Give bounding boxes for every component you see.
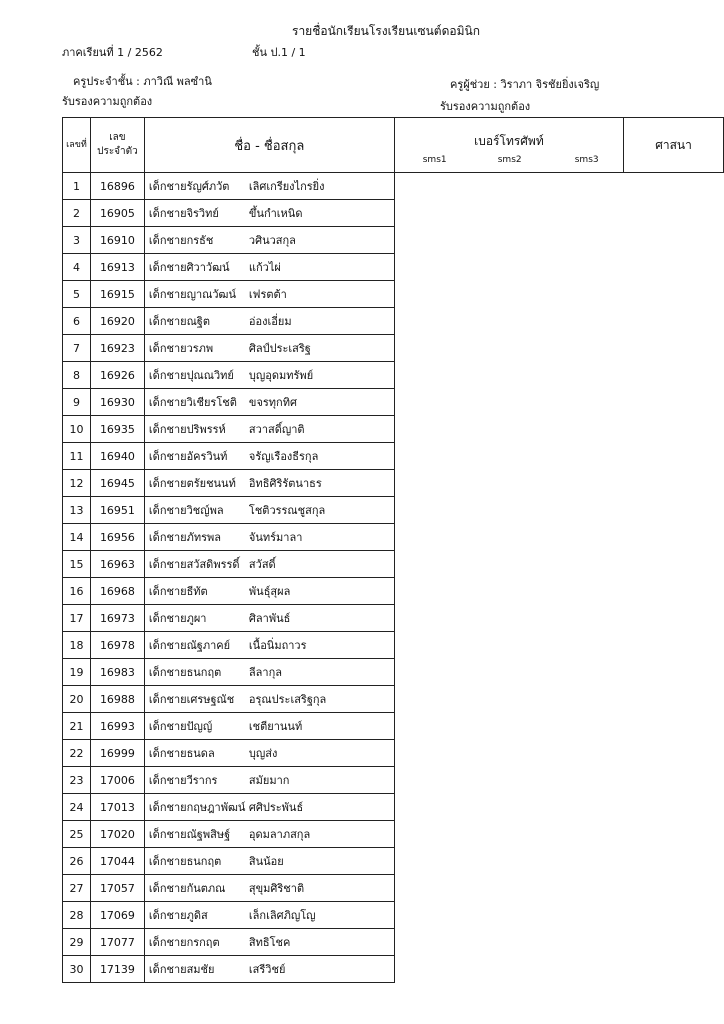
row-name-cell <box>144 443 394 470</box>
row-religion-empty <box>624 524 724 551</box>
row-last-name: บุญอุดมทรัพย์ <box>248 369 314 382</box>
row-number: 5 <box>63 281 91 308</box>
table-row <box>63 362 724 389</box>
header-id-line2: ประจำตัว <box>97 146 138 157</box>
row-name-cell <box>144 524 394 551</box>
row-student-id: 16978 <box>90 632 144 659</box>
row-name-cell <box>144 632 394 659</box>
row-first-name: เด็กชายธนดล <box>148 747 215 760</box>
row-last-name: ศิลาพันธ์ <box>248 612 291 625</box>
row-student-id: 16963 <box>90 551 144 578</box>
row-religion-empty <box>624 740 724 767</box>
row-student-id: 17020 <box>90 821 144 848</box>
row-student-id: 16920 <box>90 308 144 335</box>
row-first-name: เด็กชายภูผา <box>148 612 207 625</box>
row-first-name: เด็กชายปริพรรห์ <box>148 423 226 436</box>
row-religion-empty <box>624 362 724 389</box>
row-religion-empty <box>624 254 724 281</box>
row-student-id: 17044 <box>90 848 144 875</box>
row-religion-empty <box>624 335 724 362</box>
table-row <box>63 956 724 983</box>
table-row <box>63 254 724 281</box>
row-number: 13 <box>63 497 91 524</box>
row-name-cell <box>144 416 394 443</box>
row-phone-empty <box>394 821 623 848</box>
table-row <box>63 335 724 362</box>
table-row <box>63 470 724 497</box>
row-phone-empty <box>394 875 623 902</box>
row-student-id: 16940 <box>90 443 144 470</box>
row-number: 11 <box>63 443 91 470</box>
row-first-name: เด็กชายสมชัย <box>148 963 215 976</box>
row-phone-empty <box>394 659 623 686</box>
table-row <box>63 659 724 686</box>
row-phone-empty <box>394 200 623 227</box>
row-student-id: 16968 <box>90 578 144 605</box>
row-first-name: เด็กชายกรธัช <box>148 234 214 247</box>
row-number: 21 <box>63 713 91 740</box>
row-number: 30 <box>63 956 91 983</box>
row-name-cell <box>144 929 394 956</box>
row-student-id: 16993 <box>90 713 144 740</box>
row-last-name: อ่องเอี่ยม <box>248 315 292 328</box>
row-first-name: เด็กชายปุณณวิทย์ <box>148 369 234 382</box>
header-phone-label: เบอร์โทรศัพท์ <box>474 134 544 148</box>
row-student-id: 16951 <box>90 497 144 524</box>
row-phone-empty <box>394 956 623 983</box>
page-title: รายชื่อนักเรียนโรงเรียนเซนต์ดอมินิก <box>292 24 480 38</box>
row-number: 10 <box>63 416 91 443</box>
row-religion-empty <box>624 848 724 875</box>
row-phone-empty <box>394 713 623 740</box>
row-number: 7 <box>63 335 91 362</box>
row-name-cell <box>144 686 394 713</box>
row-religion-empty <box>624 578 724 605</box>
row-last-name: เชตียานนท์ <box>248 720 303 733</box>
table-row <box>63 875 724 902</box>
row-religion-empty <box>624 470 724 497</box>
row-student-id: 16983 <box>90 659 144 686</box>
row-religion-empty <box>624 551 724 578</box>
row-number: 26 <box>63 848 91 875</box>
row-number: 1 <box>63 173 91 200</box>
row-religion-empty <box>624 497 724 524</box>
row-first-name: เด็กชายสวัสดิพรรดิ์ <box>148 558 240 571</box>
header-phone <box>394 118 623 173</box>
row-phone-empty <box>394 740 623 767</box>
row-phone-empty <box>394 281 623 308</box>
row-phone-empty <box>394 605 623 632</box>
row-phone-empty <box>394 524 623 551</box>
row-phone-empty <box>394 416 623 443</box>
row-student-id: 16999 <box>90 740 144 767</box>
table-row <box>63 713 724 740</box>
row-name-cell <box>144 767 394 794</box>
row-religion-empty <box>624 875 724 902</box>
table-row <box>63 848 724 875</box>
row-name-cell <box>144 362 394 389</box>
row-religion-empty <box>624 767 724 794</box>
table-row <box>63 794 724 821</box>
row-student-id: 17139 <box>90 956 144 983</box>
row-first-name: เด็กชายวิเชียรโชติ <box>148 396 237 409</box>
row-name-cell <box>144 389 394 416</box>
row-number: 28 <box>63 902 91 929</box>
row-first-name: เด็กชายณัฐภาคย์ <box>148 639 231 652</box>
row-last-name: จรัญเรืองธีรกุล <box>248 450 319 463</box>
row-name-cell <box>144 578 394 605</box>
row-first-name: เด็กชายภัทรพล <box>148 531 221 544</box>
row-religion-empty <box>624 173 724 200</box>
assistant-teacher: ครูผู้ช่วย : วิราภา จิรชัยยิ่งเจริญ <box>450 78 600 91</box>
row-number: 23 <box>63 767 91 794</box>
row-last-name: เฟรตต้า <box>248 288 287 301</box>
table-row <box>63 686 724 713</box>
row-number: 15 <box>63 551 91 578</box>
row-number: 18 <box>63 632 91 659</box>
row-student-id: 16930 <box>90 389 144 416</box>
row-name-cell <box>144 956 394 983</box>
row-first-name: เด็กชายธีทัต <box>148 585 208 598</box>
row-last-name: เสรีวิชย์ <box>248 963 286 976</box>
header-sms1: sms1 <box>422 155 447 165</box>
row-name-cell <box>144 848 394 875</box>
row-phone-empty <box>394 686 623 713</box>
row-first-name: เด็กชายญาณวัฒน์ <box>148 288 236 301</box>
homeroom-teacher: ครูประจำชั้น : ภาวิณี พลซำนิ <box>73 75 212 88</box>
row-phone-empty <box>394 794 623 821</box>
row-first-name: เด็กชายวรภพ <box>148 342 214 355</box>
row-number: 22 <box>63 740 91 767</box>
row-religion-empty <box>624 605 724 632</box>
row-student-id: 16910 <box>90 227 144 254</box>
row-first-name: เด็กชายภูดิส <box>148 909 208 922</box>
student-table <box>62 117 724 983</box>
row-religion-empty <box>624 200 724 227</box>
table-row <box>63 902 724 929</box>
row-religion-empty <box>624 902 724 929</box>
row-name-cell <box>144 875 394 902</box>
row-last-name: ลีลากุล <box>248 666 282 679</box>
row-last-name: พันธุ์สุผล <box>248 585 291 598</box>
row-name-cell <box>144 200 394 227</box>
row-last-name: ขึ้นกำเหนิด <box>248 207 303 220</box>
row-student-id: 16956 <box>90 524 144 551</box>
row-phone-empty <box>394 389 623 416</box>
row-phone-empty <box>394 578 623 605</box>
row-student-id: 16935 <box>90 416 144 443</box>
table-row <box>63 632 724 659</box>
row-student-id: 16905 <box>90 200 144 227</box>
table-row <box>63 524 724 551</box>
row-last-name: สวาสดิ์ญาติ <box>248 423 305 436</box>
table-row <box>63 227 724 254</box>
row-last-name: สินน้อย <box>248 855 284 868</box>
row-religion-empty <box>624 794 724 821</box>
row-name-cell <box>144 335 394 362</box>
row-religion-empty <box>624 308 724 335</box>
row-religion-empty <box>624 821 724 848</box>
row-phone-empty <box>394 551 623 578</box>
row-phone-empty <box>394 632 623 659</box>
row-last-name: โชติวรรณชูสกุล <box>248 504 326 517</box>
row-last-name: เนื้อนิ่มถาวร <box>248 639 307 652</box>
row-religion-empty <box>624 659 724 686</box>
header-fullname: ชื่อ - ชื่อสกุล <box>144 118 394 173</box>
row-first-name: เด็กชายกฤษฎาพัฒน์ <box>148 801 246 814</box>
row-number: 12 <box>63 470 91 497</box>
row-last-name: อุดมลาภสกุล <box>248 828 311 841</box>
row-student-id: 17057 <box>90 875 144 902</box>
row-student-id: 16988 <box>90 686 144 713</box>
row-religion-empty <box>624 632 724 659</box>
row-last-name: สวัสดิ์ <box>248 558 276 571</box>
row-number: 19 <box>63 659 91 686</box>
row-number: 17 <box>63 605 91 632</box>
row-student-id: 16896 <box>90 173 144 200</box>
row-name-cell <box>144 659 394 686</box>
certify-right: รับรองความถูกต้อง <box>440 100 531 113</box>
table-row <box>63 740 724 767</box>
table-row <box>63 821 724 848</box>
row-last-name: เลิศเกรียงไกรยิ่ง <box>248 180 325 193</box>
table-row <box>63 443 724 470</box>
row-first-name: เด็กชายธนกฤต <box>148 666 222 679</box>
row-name-cell <box>144 902 394 929</box>
row-student-id: 17077 <box>90 929 144 956</box>
row-name-cell <box>144 551 394 578</box>
row-name-cell <box>144 605 394 632</box>
row-last-name: สมัยมาก <box>248 774 290 787</box>
row-name-cell <box>144 227 394 254</box>
row-last-name: เล็กเลิศภิญโญ <box>248 909 316 922</box>
row-last-name: สิทธิโชค <box>248 936 291 949</box>
row-name-cell <box>144 470 394 497</box>
row-first-name: เด็กชายรัญศ์ภวัต <box>148 180 230 193</box>
table-row <box>63 308 724 335</box>
row-student-id: 17006 <box>90 767 144 794</box>
row-last-name: ศศิประพันธ์ <box>248 801 304 814</box>
row-last-name: ศิลป์ประเสริฐ <box>248 342 311 355</box>
header-sms3: sms3 <box>574 155 599 165</box>
row-last-name: อิทธิศิริรัตนาธร <box>248 477 322 490</box>
row-number: 20 <box>63 686 91 713</box>
table-row <box>63 929 724 956</box>
header-number: เลขที่ <box>63 118 91 173</box>
row-first-name: เด็กชายวีรากร <box>148 774 218 787</box>
table-row <box>63 281 724 308</box>
row-name-cell <box>144 821 394 848</box>
row-student-id: 16913 <box>90 254 144 281</box>
row-last-name: ขจรทุกทิศ <box>248 396 297 409</box>
row-first-name: เด็กชายอัครวินท์ <box>148 450 228 463</box>
row-first-name: เด็กชายปัญญ์ <box>148 720 213 733</box>
row-number: 6 <box>63 308 91 335</box>
row-student-id: 17013 <box>90 794 144 821</box>
row-phone-empty <box>394 902 623 929</box>
row-name-cell <box>144 497 394 524</box>
row-phone-empty <box>394 173 623 200</box>
term-label: ภาคเรียนที่ 1 / 2562 <box>62 46 163 59</box>
table-row <box>63 497 724 524</box>
row-first-name: เด็กชายกันตภณ <box>148 882 226 895</box>
row-religion-empty <box>624 956 724 983</box>
row-first-name: เด็กชายธนกฤต <box>148 855 222 868</box>
class-label: ชั้น ป.1 / 1 <box>252 46 306 59</box>
row-phone-empty <box>394 497 623 524</box>
header-sms2: sms2 <box>497 155 522 165</box>
row-religion-empty <box>624 389 724 416</box>
row-first-name: เด็กชายณฐิต <box>148 315 210 328</box>
row-first-name: เด็กชายเศรษฐณัช <box>148 693 235 706</box>
row-first-name: เด็กชายวิชญ์พล <box>148 504 224 517</box>
row-student-id: 16945 <box>90 470 144 497</box>
row-name-cell <box>144 740 394 767</box>
row-religion-empty <box>624 713 724 740</box>
row-number: 16 <box>63 578 91 605</box>
row-religion-empty <box>624 281 724 308</box>
table-row <box>63 551 724 578</box>
row-last-name: อรุณประเสริฐกุล <box>248 693 327 706</box>
row-number: 3 <box>63 227 91 254</box>
row-student-id: 17069 <box>90 902 144 929</box>
row-number: 29 <box>63 929 91 956</box>
row-religion-empty <box>624 443 724 470</box>
row-first-name: เด็กชายตรัยชนนท์ <box>148 477 236 490</box>
row-name-cell <box>144 794 394 821</box>
row-number: 14 <box>63 524 91 551</box>
row-student-id: 16923 <box>90 335 144 362</box>
header-id-line1: เลข <box>109 132 126 143</box>
row-number: 9 <box>63 389 91 416</box>
table-row <box>63 173 724 200</box>
row-last-name: สุขุมศิริชาติ <box>248 882 305 895</box>
row-name-cell <box>144 308 394 335</box>
row-number: 2 <box>63 200 91 227</box>
row-name-cell <box>144 713 394 740</box>
row-last-name: จันทร์มาลา <box>248 531 303 544</box>
table-row <box>63 416 724 443</box>
row-name-cell <box>144 173 394 200</box>
row-phone-empty <box>394 308 623 335</box>
row-phone-empty <box>394 335 623 362</box>
table-row <box>63 767 724 794</box>
header-religion: ศาสนา <box>624 118 724 173</box>
row-name-cell <box>144 281 394 308</box>
certify-left: รับรองความถูกต้อง <box>62 95 153 108</box>
table-row <box>63 200 724 227</box>
table-row <box>63 605 724 632</box>
row-phone-empty <box>394 443 623 470</box>
row-religion-empty <box>624 416 724 443</box>
row-last-name: บุญส่ง <box>248 747 278 760</box>
header-student-id <box>90 118 144 173</box>
row-phone-empty <box>394 362 623 389</box>
row-first-name: เด็กชายณัฐพสิษฐ์ <box>148 828 231 841</box>
row-phone-empty <box>394 254 623 281</box>
row-religion-empty <box>624 929 724 956</box>
row-student-id: 16915 <box>90 281 144 308</box>
row-name-cell <box>144 254 394 281</box>
row-phone-empty <box>394 767 623 794</box>
row-first-name: เด็กชายศิวาวัฒน์ <box>148 261 230 274</box>
row-phone-empty <box>394 227 623 254</box>
row-student-id: 16926 <box>90 362 144 389</box>
row-number: 4 <box>63 254 91 281</box>
row-last-name: แก้วไผ่ <box>248 261 281 274</box>
row-phone-empty <box>394 470 623 497</box>
row-first-name: เด็กชายกรกฤต <box>148 936 220 949</box>
table-row <box>63 578 724 605</box>
table-row <box>63 389 724 416</box>
row-number: 24 <box>63 794 91 821</box>
row-number: 27 <box>63 875 91 902</box>
row-first-name: เด็กชายจิรวิทย์ <box>148 207 219 220</box>
row-last-name: วศินวสกุล <box>248 234 296 247</box>
table-header-row <box>63 118 724 173</box>
row-number: 8 <box>63 362 91 389</box>
row-student-id: 16973 <box>90 605 144 632</box>
row-number: 25 <box>63 821 91 848</box>
row-phone-empty <box>394 929 623 956</box>
row-religion-empty <box>624 227 724 254</box>
row-phone-empty <box>394 848 623 875</box>
row-religion-empty <box>624 686 724 713</box>
